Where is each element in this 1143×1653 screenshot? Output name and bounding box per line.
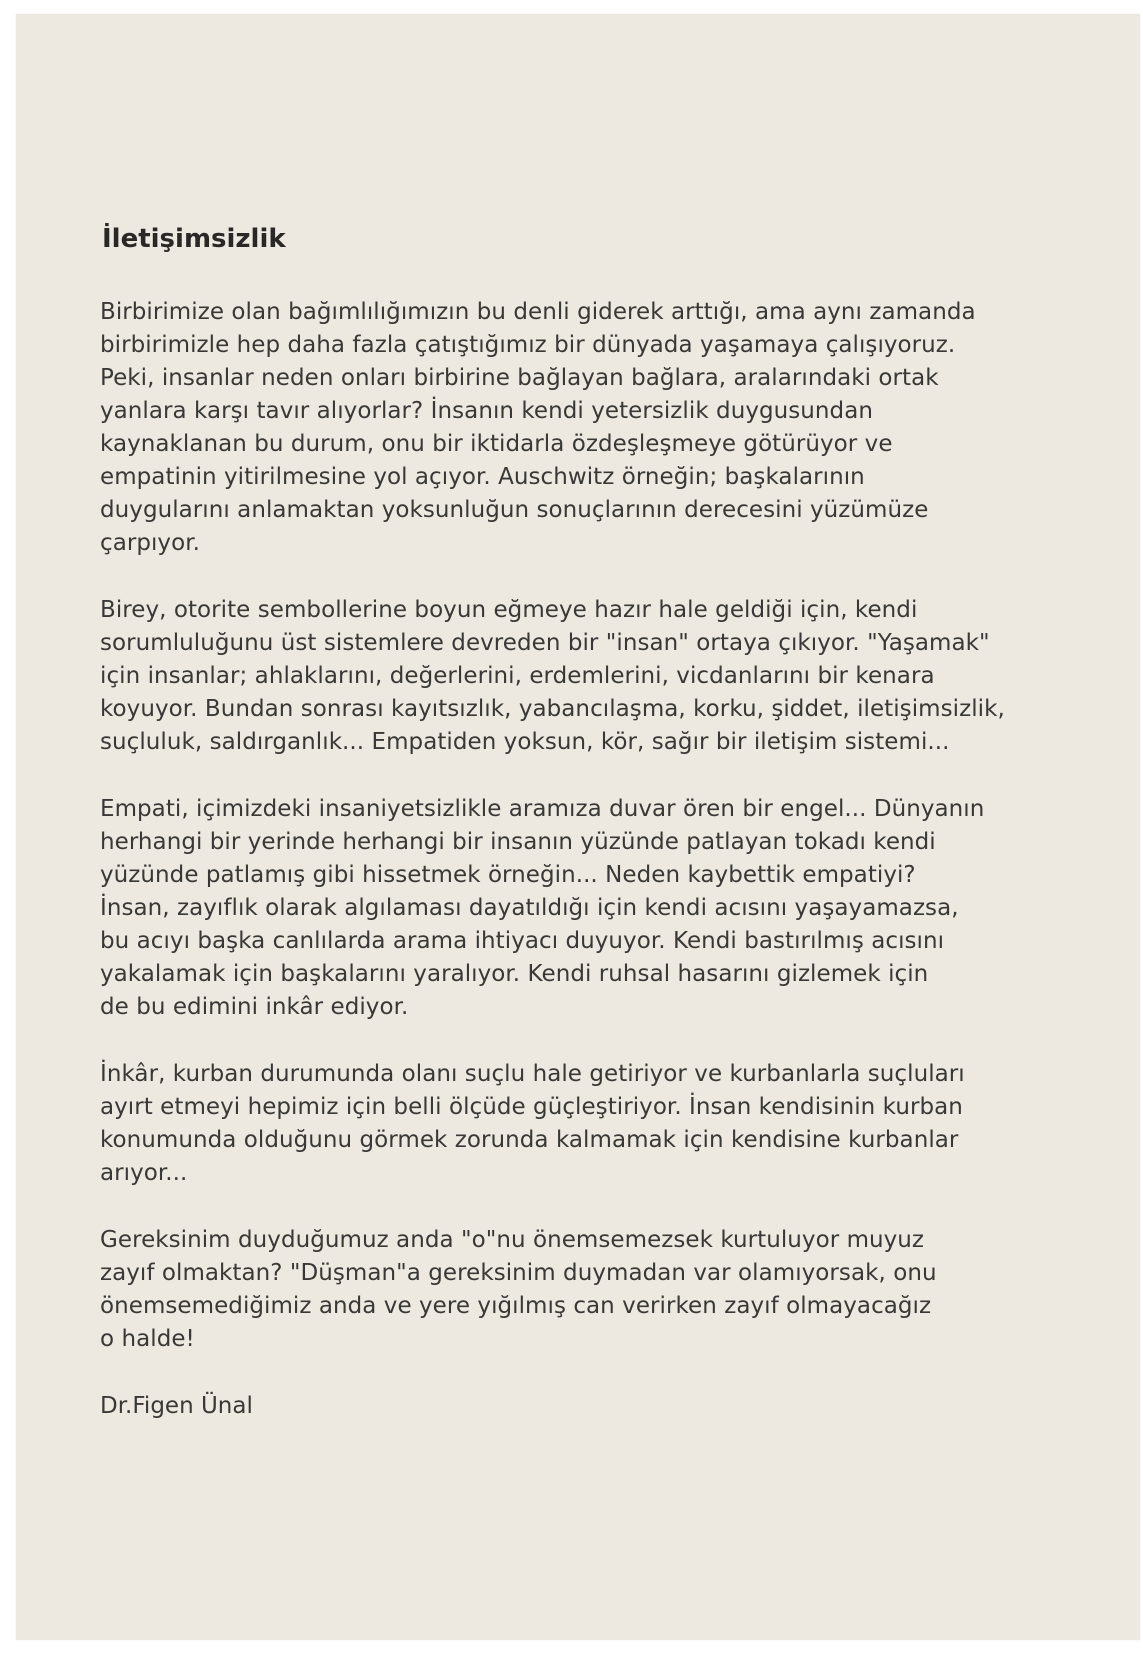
text-line: Birbirimize olan bağımlılığımızın bu denli giderek arttığı, ama aynı zamanda — [100, 299, 976, 325]
text-line: için insanlar; ahlaklarını, değerlerini, erdemlerini, vicdanlarını bir kenara — [100, 663, 935, 689]
text-line: koyuyor. Bundan sonrası kayıtsızlık, yabancılaşma, korku, şiddet, iletişimsizlik, — [100, 696, 1005, 722]
article-title: İletişimsizlik — [102, 224, 286, 254]
text-line: İnsan, zayıflık olarak algılaması dayatıldığı için kendi acısını yaşayamazsa, — [100, 895, 959, 921]
text-line: birbirimizle hep daha fazla çatıştığımız bir dünyada yaşamaya çalışıyoruz. — [100, 332, 956, 358]
document-page — [16, 14, 1140, 1640]
text-line: zayıf olmaktan? "Düşman"a gereksinim duymadan var olamıyorsak, onu — [100, 1260, 937, 1286]
text-line: duygularını anlamaktan yoksunluğun sonuçlarının derecesini yüzümüze — [100, 497, 929, 523]
text-line: Peki, insanlar neden onları birbirine bağlayan bağlara, aralarındaki ortak — [100, 365, 939, 391]
text-line: Birey, otorite sembollerine boyun eğmeye hazır hale geldiği için, kendi — [100, 597, 918, 623]
text-line: bu acıyı başka canlılarda arama ihtiyacı duyuyor. Kendi bastırılmış acısını — [100, 928, 945, 954]
text-line: de bu edimini inkâr ediyor. — [100, 994, 409, 1020]
text-line: konumunda olduğunu görmek zorunda kalmamak için kendisine kurbanlar — [100, 1127, 959, 1153]
paragraph — [100, 1058, 1070, 1190]
text-line: empatinin yitirilmesine yol açıyor. Auschwitz örneğin; başkalarının — [100, 464, 865, 490]
text-line: sorumluluğunu üst sistemlere devreden bir "insan" ortaya çıkıyor. "Yaşamak" — [100, 630, 990, 656]
author-signature: Dr.Figen Ünal — [100, 1393, 253, 1419]
text-line: arıyor... — [100, 1160, 188, 1186]
paragraph — [100, 296, 1070, 560]
text-line: suçluluk, saldırganlık... Empatiden yoksun, kör, sağır bir iletişim sistemi... — [100, 729, 950, 755]
text-line: ayırt etmeyi hepimiz için belli ölçüde güçleştiriyor. İnsan kendisinin kurban — [100, 1094, 963, 1120]
text-line: Gereksinim duyduğumuz anda "o"nu önemsemezsek kurtuluyor muyuz — [100, 1227, 925, 1253]
text-line: önemsemediğimiz anda ve yere yığılmış can verirken zayıf olmayacağız — [100, 1293, 932, 1319]
text-line: çarpıyor. — [100, 530, 200, 556]
text-line: o halde! — [100, 1326, 195, 1352]
text-line: yüzünde patlamış gibi hissetmek örneğin... Neden kaybettik empatiyi? — [100, 862, 916, 888]
article — [100, 222, 1070, 1423]
text-line: Empati, içimizdeki insaniyetsizlikle aramıza duvar ören bir engel... Dünyanın — [100, 796, 985, 822]
text-line: İnkâr, kurban durumunda olanı suçlu hale getiriyor ve kurbanlarla suçluları — [100, 1061, 965, 1087]
paragraph — [100, 594, 1070, 759]
paragraph — [100, 793, 1070, 1024]
text-line: kaynaklanan bu durum, onu bir iktidarla özdeşleşmeye götürüyor ve — [100, 431, 893, 457]
article-body — [100, 296, 1070, 1356]
text-line: yakalamak için başkalarını yaralıyor. Kendi ruhsal hasarını gizlemek için — [100, 961, 929, 987]
text-line: yanlara karşı tavır alıyorlar? İnsanın kendi yetersizlik duygusundan — [100, 398, 873, 424]
text-line: herhangi bir yerinde herhangi bir insanın yüzünde patlayan tokadı kendi — [100, 829, 936, 855]
paragraph — [100, 1224, 1070, 1356]
